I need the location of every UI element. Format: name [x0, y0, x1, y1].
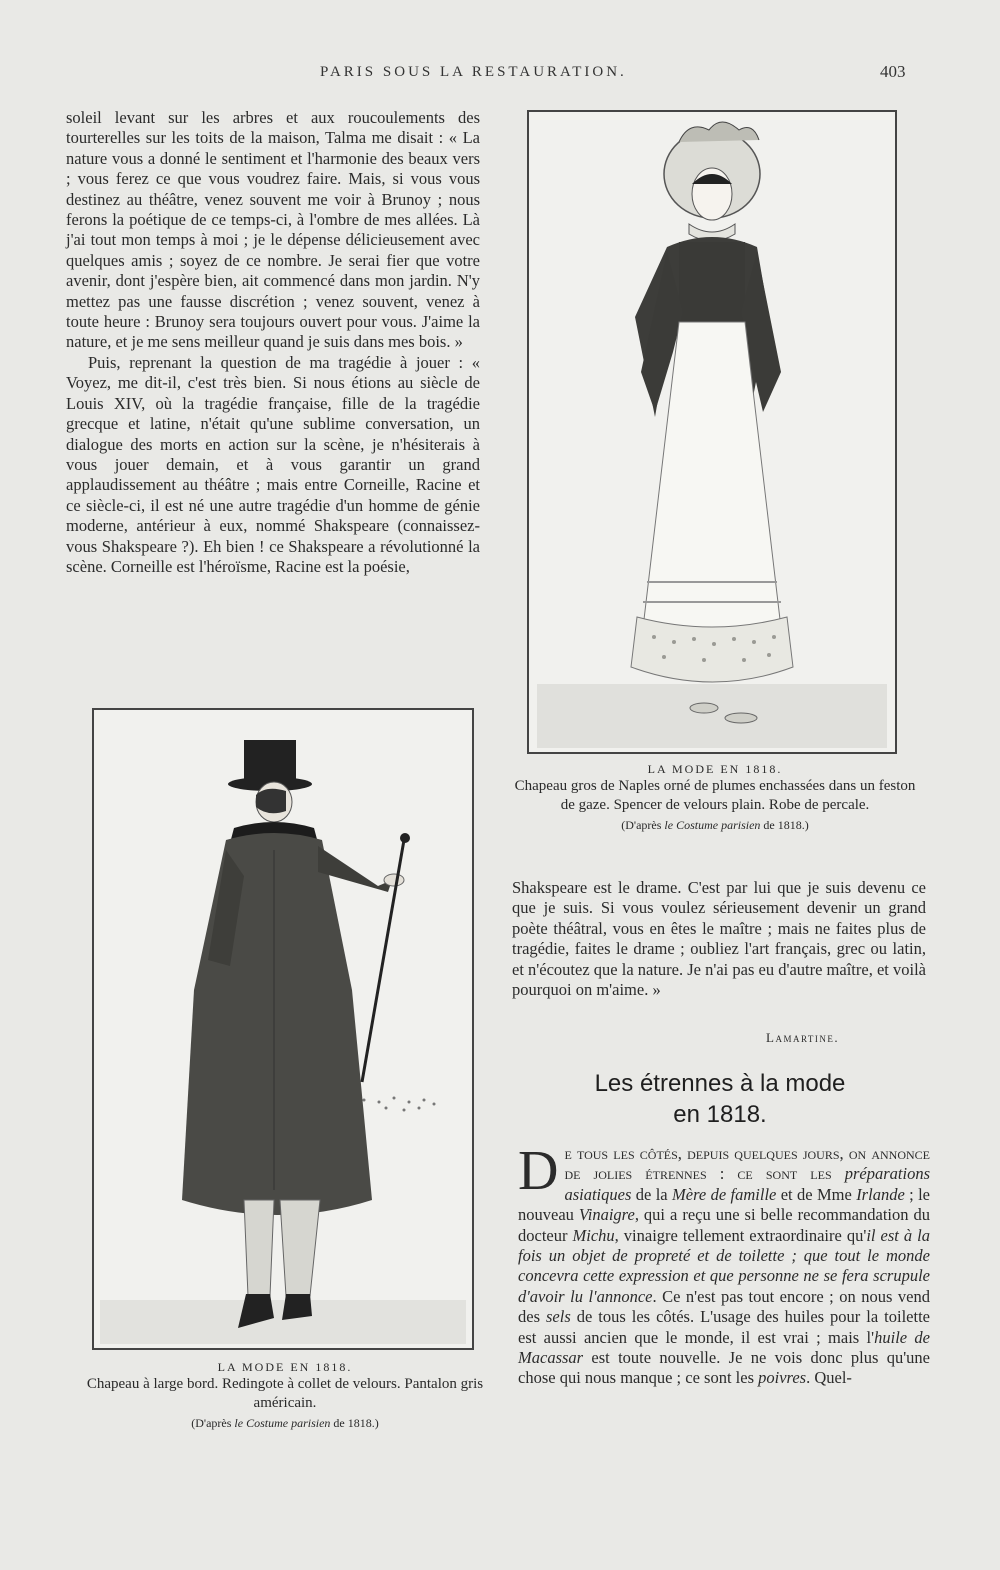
article-emphasis: Mère de famille: [672, 1184, 777, 1204]
article-title: [520, 1068, 920, 1130]
article-text: . Quel-: [806, 1368, 852, 1388]
man-illustration: [94, 710, 472, 1348]
credit-prefix: (D'après: [621, 818, 662, 832]
article-emphasis: sels: [545, 1307, 571, 1327]
page-number: 403: [880, 62, 906, 81]
left-paragraph-2: Puis, reprenant la question de ma tragédie à jouer : « Voyez, me dit-il, c'est très bien. Si nous étions au siècle de Louis XIV, où la tragédie française, fille de la tragédie grecque et latine, n'était qu'une sublime conversation, un dialogue des morts en action sur la scène, je n'hésiterais à vous jouer demain, et à vous garantir un grand applaudissement au théâtre ; mais entre Corneille, Racine et ce siècle-ci, il est né une autre tragédie d'un homme de génie moderne, antérieur à eux, nommé Shakspeare (connaissez-vous Shakspeare ?). Eh bien ! ce Shakspeare a révolutionné la scène. Corneille est l'héroïsme, Racine est la poésie,: [66, 352, 480, 576]
right-column-text: [512, 878, 926, 1000]
woman-illustration: [529, 112, 895, 752]
right-paragraph: Shakspeare est le drame. C'est par lui que je suis devenu ce que je suis. Si vous voulez sérieusement devenir un grand poète théâtral, vous en êtes le maître ; mais ne faites plus de tragédie, faites le drame ; oubliez l'art français, grec ou latin, et n'écoutez que la nature. Je n'ai pas eu d'autre maître, et voilà pourquoi on m'aime. »: [512, 878, 926, 1000]
article-title-line-2: en 1818.: [673, 1101, 767, 1128]
article-text: , vinaigre tellement extraordinaire qu': [614, 1225, 867, 1245]
caption-woman-text: Chapeau gros de Naples orné de plumes enchassées dans un feston de gaze. Spencer de velours plain. Robe de percale.: [514, 778, 916, 813]
article-emphasis: Michu: [572, 1225, 615, 1245]
article-text: est toute nouvelle. Je ne vois donc plus qu'une chose qui nous manque ; ce sont les: [518, 1348, 930, 1388]
caption-woman-title: LA MODE EN 1818.: [647, 762, 783, 776]
article-text: , qui a reçu une si belle recommandation du docteur: [518, 1205, 930, 1245]
article-emphasis: huile de Macassar: [518, 1327, 930, 1368]
credit-source: le Costume parisien: [664, 818, 761, 832]
credit-source: le Costume parisien: [234, 1416, 331, 1430]
left-column-text: [66, 108, 480, 577]
article-emphasis: préparations asiatiques: [564, 1164, 930, 1204]
article-text-1: e tous les côtés, depuis quelques jours, on annonce de jolies étrennes : ce sont les: [564, 1144, 930, 1184]
article-text: de tous les côtés. L'usage des huiles pour la toilette est aussi ancien que le monde, il est vrai ; mais l': [518, 1307, 930, 1347]
signature: Lamartine.: [766, 1030, 840, 1045]
running-title: PARIS SOUS LA RESTAURATION.: [320, 64, 627, 80]
fashion-plate-man: [92, 708, 474, 1350]
article-text: de la: [631, 1184, 672, 1204]
article-emphasis: poivres: [758, 1368, 807, 1388]
credit-suffix: de 1818.): [333, 1416, 379, 1430]
article-body: [518, 1140, 931, 1389]
article-text: . Ce n'est pas tout encore ; on nous vend des: [518, 1286, 930, 1327]
credit-prefix: (D'après: [191, 1416, 232, 1430]
left-paragraph-1: soleil levant sur les arbres et aux roucoulements des tourterelles sur les toits de la maison, Talma me disait : « La nature vous a donné le sentiment et l'harmonie des beaux vers ; vous ferez ce que vous voudrez faire. Mais, si vous vous destinez au théâtre, venez souvent me voir à Brunoy ; nous ferons la poétique de ce temps-ci, à l'ombre de mes allées. Là j'ai tout mon temps à moi ; je le dépense délicieusement avec quelques amis ; soyez de ce nombre. Je serai fier que votre avenir, dont j'espère bien, ait commencé dans mon jardin. N'y mettez pas une fausse discrétion ; venez souvent, venez à toute heure : Brunoy sera toujours ouvert pour vous. J'aime la nature, et je me sens meilleur quand je suis dans mes bois. »: [66, 108, 480, 352]
credit-suffix: de 1818.): [763, 818, 809, 832]
article-title-line-1: Les étrennes à la mode: [594, 1070, 846, 1097]
fashion-plate-woman: [527, 110, 897, 754]
caption-man-credit: [80, 1416, 490, 1431]
caption-man-text: Chapeau à large bord. Redingote à collet de velours. Pantalon gris américain.: [86, 1376, 484, 1411]
caption-woman: [510, 762, 920, 833]
caption-man-title: LA MODE EN 1818.: [217, 1360, 353, 1374]
article-text: ; le nouveau: [518, 1184, 931, 1225]
article-paragraph: [518, 1140, 931, 1389]
caption-woman-credit: [510, 818, 920, 833]
article-emphasis: Vinaigre: [578, 1205, 635, 1225]
article-text: et de Mme: [776, 1184, 857, 1204]
caption-man: [80, 1360, 490, 1431]
article-emphasis: Irlande: [856, 1184, 905, 1204]
article-emphasis: il est à la fois un objet de propreté et de toilette ; que tout le monde concevra cette expression et que personne ne se fera scrupule d'avoir lu l'annonce: [518, 1225, 930, 1306]
drop-cap: D: [518, 1140, 559, 1202]
